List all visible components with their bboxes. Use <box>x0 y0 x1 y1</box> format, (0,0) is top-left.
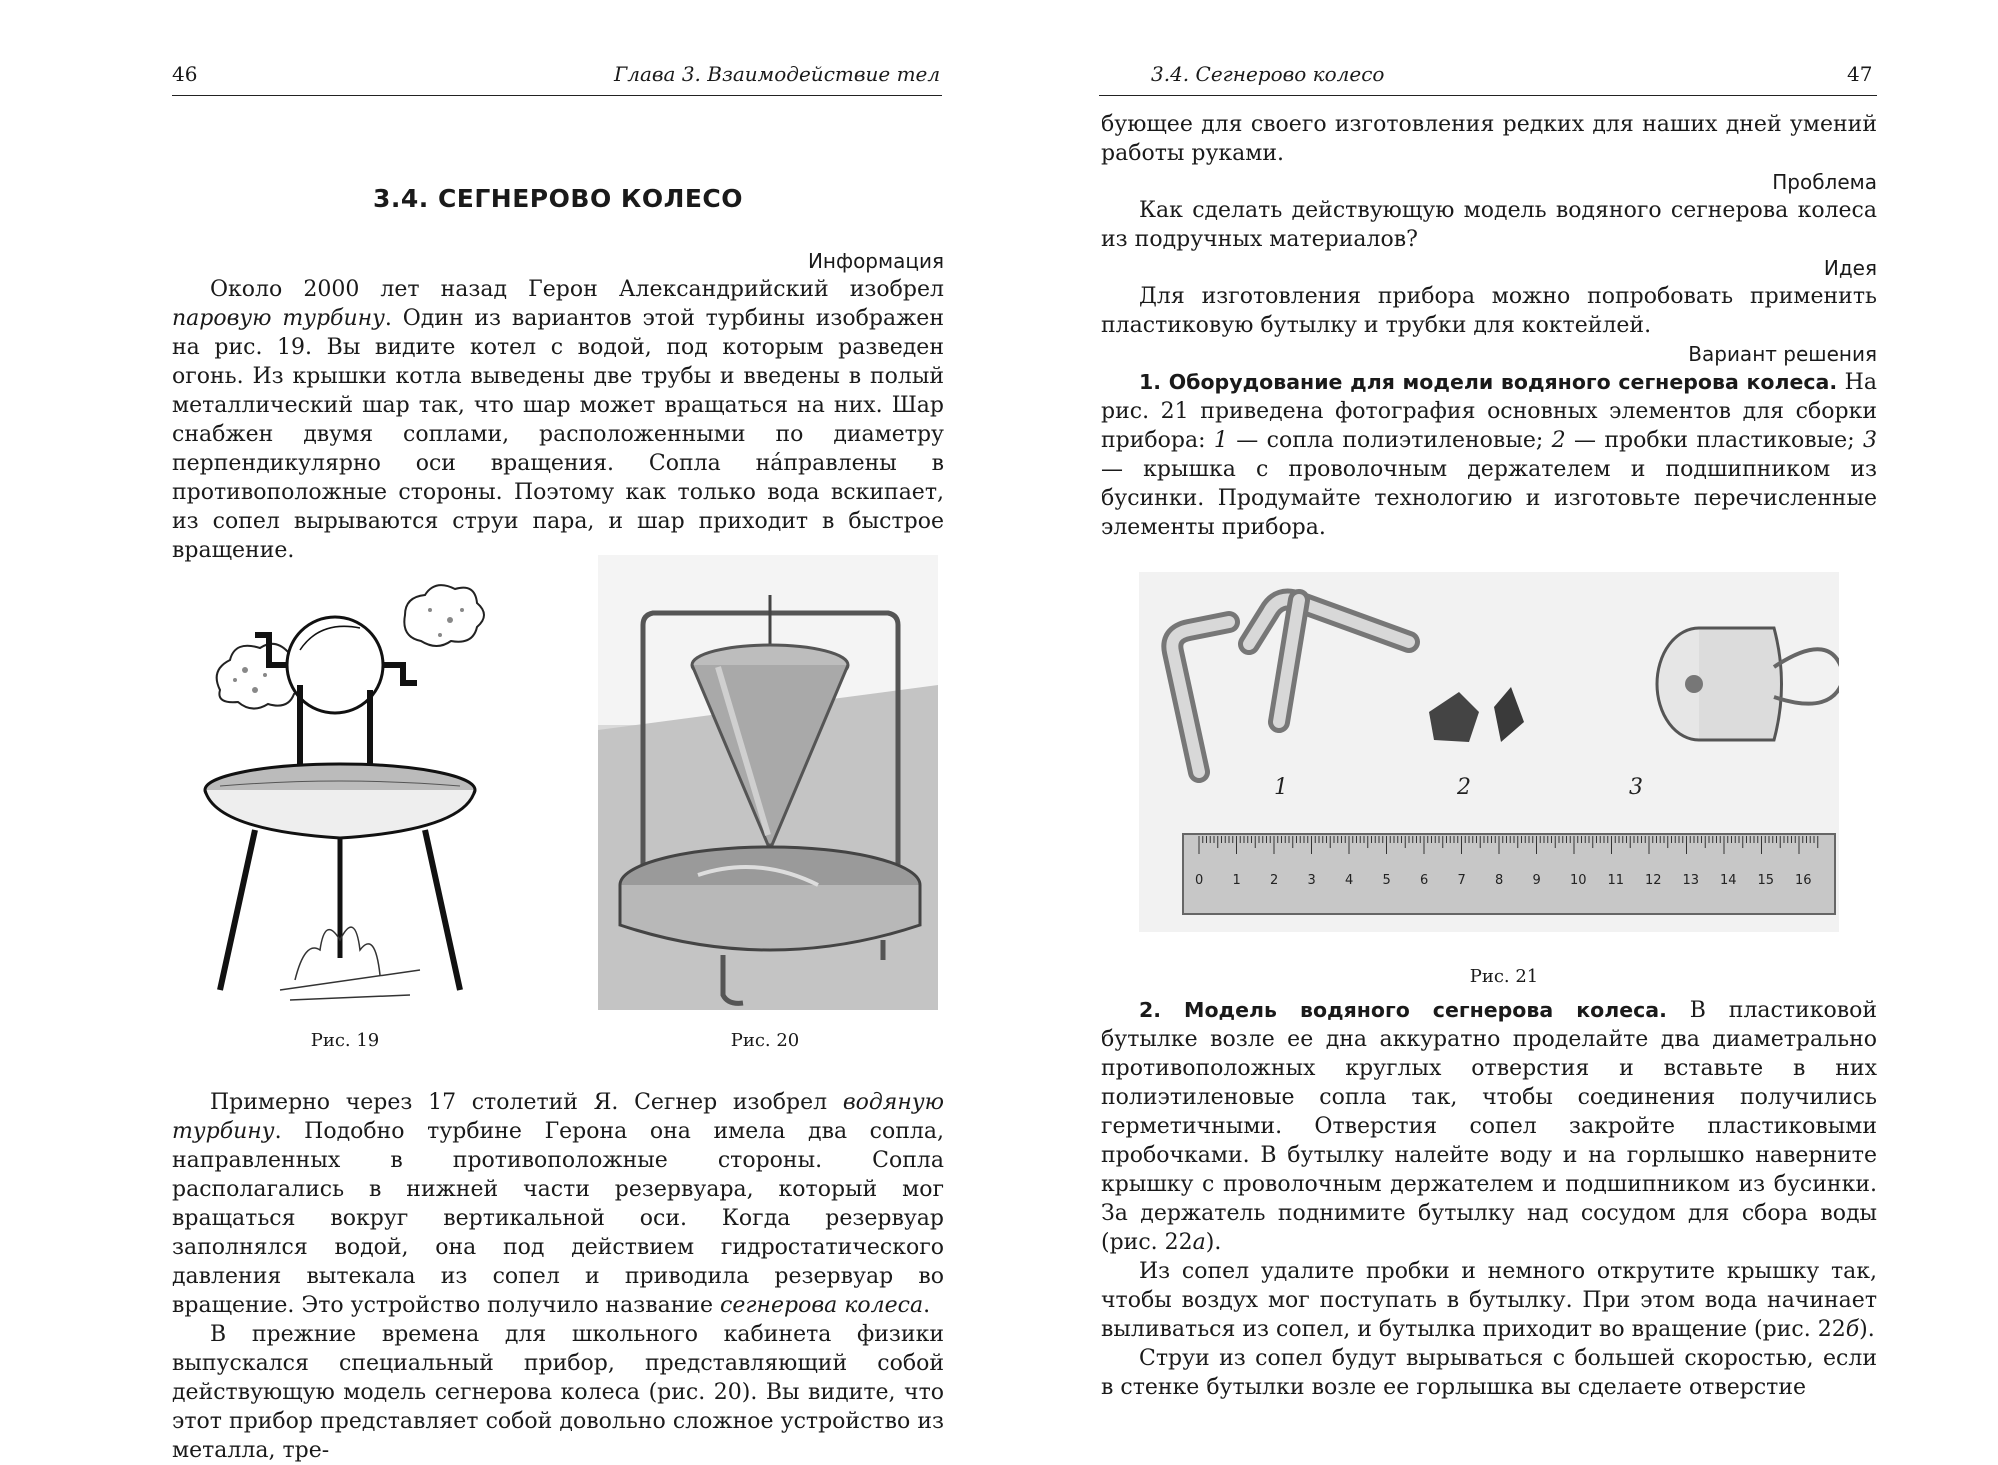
ruler-number: 5 <box>1382 873 1391 888</box>
figure-21-label: 2 <box>1457 775 1471 800</box>
running-title: 3.4. Сегнерово колесо <box>1151 62 1385 86</box>
figure-19-heron-turbine <box>200 580 490 1020</box>
ruler-number: 13 <box>1682 873 1700 888</box>
ruler-number: 16 <box>1795 873 1812 888</box>
paragraph: Примерно через 17 столетий Я. Сегнер изобрел водяную турбину. Подобно турбине Герона она имела два сопла, направленных в противоположные стороны. Сопла располагались в нижней части резервуара, который мог вращаться вокруг вертикальной оси. Когда резервуар заполнялся водой, она под действием гидростатического давления вытекала из сопел и приводила резервуар во вращение. Это устройство получило название сегнерова колеса. <box>172 1090 944 1318</box>
header-rule <box>172 95 942 96</box>
figure-21-parts-photo <box>1139 572 1839 932</box>
right-text-top <box>1101 110 1877 542</box>
figure-21-label: 3 <box>1629 775 1643 800</box>
solution-label: Вариант решения <box>1688 342 1877 366</box>
paragraph: Струи из сопел будут вырываться с большей скоростью, если в стенке бутылки возле ее горлышка вы сделаете отверстие <box>1101 1346 1877 1400</box>
paragraph: Для изготовления прибора можно попробовать применить пластиковую бутылку и трубки для коктейлей. <box>1101 284 1877 338</box>
ruler-number: 1 <box>1232 873 1241 888</box>
paragraph: 2. Модель водяного сегнерова колеса. В пластиковой бутылке возле ее дна аккуратно проделайте два диаметрально противоположных круглых отверстия и вставьте в них полиэтиленовые сопла так, чтобы соединения получились герметичными. Отверстия сопел закройте пластиковыми пробочками. В бутылку налейте воду и на горлышко наверните крышку с проволочным держателем и подшипником из бусинки. За держатель поднимите бутылку над сосудом для сбора воды (рис. 22а). <box>1101 998 1877 1255</box>
ruler-number: 4 <box>1345 873 1354 888</box>
figure-21-caption: Рис. 21 <box>1469 966 1539 987</box>
figure-20-segner-wheel-photo <box>598 555 938 1010</box>
info-label: Информация <box>807 249 944 273</box>
ruler-number: 10 <box>1570 873 1587 888</box>
paragraph: 1. Оборудование для модели водяного сегнерова колеса. На рис. 21 приведена фотография основных элементов для сборки прибора: 1 — сопла полиэтиленовые; 2 — пробки пластиковые; 3 — крышка с проволочным держателем и подшипником из бусинки. Продумайте технологию и изготовьте перечисленные элементы прибора. <box>1101 370 1877 540</box>
left-text-bottom <box>172 1088 944 1465</box>
left-text-top <box>172 184 944 565</box>
ruler-number: 14 <box>1720 873 1737 888</box>
header-rule <box>1099 95 1877 96</box>
ruler-number: 7 <box>1457 873 1466 888</box>
idea-label: Идея <box>1823 256 1877 280</box>
left-page <box>0 0 999 1463</box>
paragraph: В прежние времена для школьного кабинета физики выпускался специальный прибор, представляющий собой действующую модель сегнерова колеса (рис. 20). Вы видите, что этот прибор представляет собой довольно сложное устройство из металла, тре- <box>172 1322 944 1463</box>
ruler-number: 3 <box>1307 873 1316 888</box>
paragraph: Около 2000 лет назад Герон Александрийский изобрел паровую турбину. Один из вариантов этой турбины изображен на рис. 19. Вы видите котел с водой, под которым разведен огонь. Из крышки котла выведены две трубы и введены в полый металлический шар так, что шар может вращаться на них. Шар снабжен двумя соплами, расположенными по диаметру перпендикулярно оси вращения. Сопла нáправлены в противоположные стороны. Поэтому как только вода вскипает, из сопел вырываются струи пара, и шар приходит в быстрое вращение. <box>172 277 944 563</box>
paragraph: бующее для своего изготовления редких для наших дней умений работы руками. <box>1101 112 1877 166</box>
ruler-number: 12 <box>1645 873 1662 888</box>
ruler-number: 15 <box>1757 873 1775 888</box>
ruler-number: 2 <box>1270 873 1279 888</box>
figure-19-caption: Рис. 19 <box>310 1030 380 1051</box>
ruler-number: 11 <box>1607 873 1625 888</box>
ruler-number: 9 <box>1532 873 1541 888</box>
figure-21-label: 1 <box>1274 775 1288 800</box>
right-page <box>999 0 1998 1430</box>
running-title: Глава 3. Взаимодействие тел <box>614 62 941 86</box>
paragraph: Как сделать действующую модель водяного сегнерова колеса из подручных материалов? <box>1101 198 1877 252</box>
right-text-bottom <box>1101 996 1877 1402</box>
ruler-number: 8 <box>1495 873 1504 888</box>
paragraph: Из сопел удалите пробки и немного открутите крышку так, чтобы воздух мог поступать в бутылку. При этом вода начинает выливаться из сопел, и бутылка приходит во вращение (рис. 22б). <box>1101 1259 1877 1342</box>
ruler-number: 6 <box>1420 873 1429 888</box>
page-number: 46 <box>172 62 198 86</box>
figure-20-caption: Рис. 20 <box>730 1030 800 1051</box>
problem-label: Проблема <box>1772 170 1877 194</box>
ruler-number: 0 <box>1195 873 1204 888</box>
section-title: 3.4. СЕГНЕРОВО КОЛЕСО <box>372 184 744 213</box>
page-number: 47 <box>1847 62 1873 86</box>
